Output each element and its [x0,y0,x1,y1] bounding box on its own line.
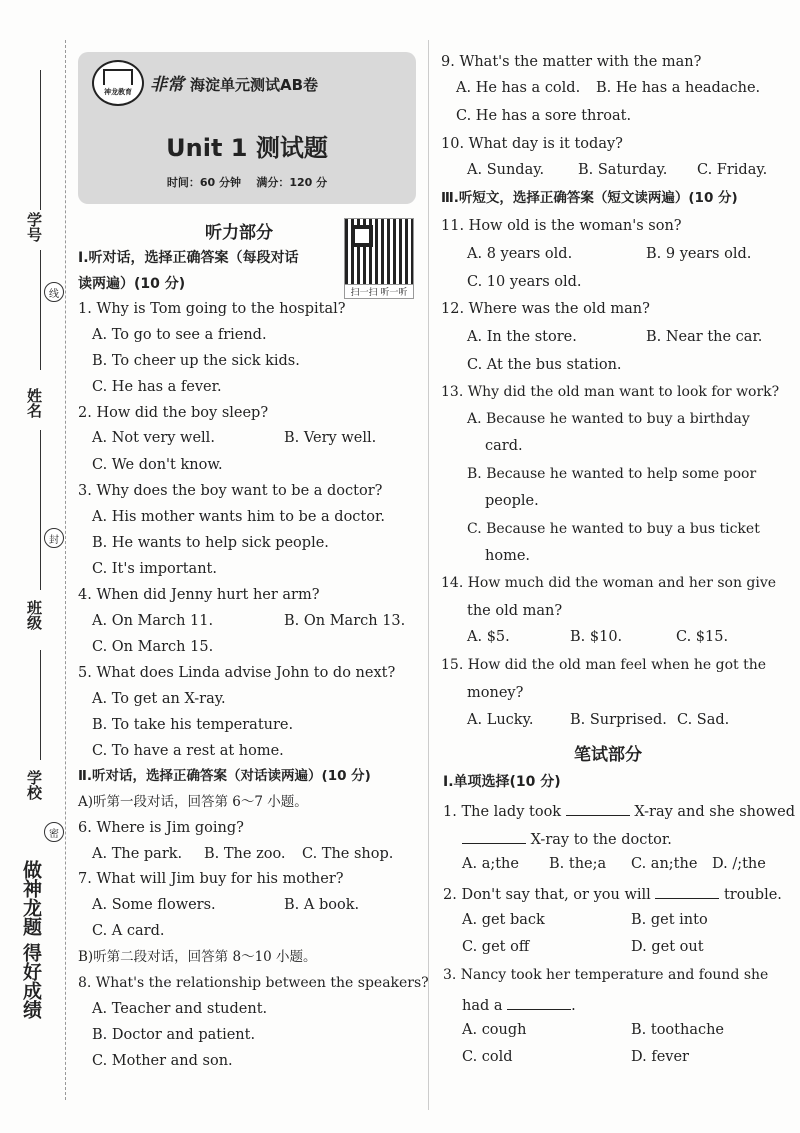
w2-option-d: D. get out [631,939,704,955]
w1-text-start: 1. The lady took [443,804,562,820]
q4-option-c: C. On March 15. [92,639,214,655]
listening-section-title: 听力部分 [205,223,273,243]
part2a-instruction: A)听第一段对话，回答第 6～7 小题。 [78,794,308,810]
q12-option-b: B. Near the car. [646,329,763,345]
question-10: 10. What day is it today? [441,136,623,152]
q15-option-c: C. Sad. [677,712,730,728]
q11-option-a: A. 8 years old. [467,246,573,262]
name-line [40,250,41,370]
school-line [40,650,41,760]
q1-option-b: B. To cheer up the sick kids. [92,353,300,369]
mark-seal-circle: 封 [44,528,64,548]
q14-option-a: A. $5. [467,629,510,645]
question-7: 7. What will Jim buy for his mother? [78,871,344,887]
w2-option-b: B. get into [631,912,708,928]
brand-name: 海淀单元测试AB卷 [190,76,319,94]
q13-option-a: A. Because he wanted to buy a birthday [467,411,750,427]
mark-line-circle: 线 [44,282,64,302]
q3-option-a: A. His mother wants him to be a doctor. [92,509,385,525]
brand-logo [92,60,144,106]
w1-option-c: C. an;the [631,856,698,872]
logo-text: 神龙教育 [104,88,132,96]
w3-option-a: A. cough [462,1022,527,1038]
written-question-2 [443,884,782,904]
w2-option-c: C. get off [462,939,530,955]
student-id-label: 学号 [25,212,43,242]
w2-text-end: trouble. [723,887,782,903]
w1-text-mid: X-ray and she showed [634,804,796,820]
logo-gate-icon [103,69,133,85]
fold-line [65,40,66,1100]
q13-option-b-cont: people. [485,493,539,509]
w3-option-c: C. cold [462,1049,513,1065]
q4-option-b: B. On March 13. [284,613,406,629]
qr-code-icon[interactable] [344,218,414,288]
written-question-3-cont [462,995,576,1015]
q2-option-b: B. Very well. [284,430,377,446]
question-15: 15. How did the old man feel when he got the [441,657,767,673]
class-label: 班级 [25,600,43,630]
w2-option-a: A. get back [462,912,545,928]
q6-option-c: C. The shop. [302,846,394,862]
q13-option-c: C. Because he wanted to buy a bus ticket [467,521,760,537]
q2-option-a: A. Not very well. [92,430,215,446]
w3-blank[interactable] [507,995,571,1010]
written-question-3: 3. Nancy took her temperature and found she [443,967,769,983]
exam-score: 满分：120 分 [256,176,328,189]
q5-option-b: B. To take his temperature. [92,717,294,733]
school-label: 学校 [25,770,43,800]
q9-option-b: B. He has a headache. [596,80,761,96]
q12-option-c: C. At the bus station. [467,357,622,373]
w3-option-d: D. fever [631,1049,689,1065]
question-6: 6. Where is Jim going? [78,820,244,836]
w1-blank-2[interactable] [462,829,526,844]
q7-option-a: A. Some flowers. [92,897,216,913]
q13-option-b: B. Because he wanted to help some poor [467,466,757,482]
question-2: 2. How did the boy sleep? [78,405,269,421]
question-14: 14. How much did the woman and her son give [441,575,777,591]
part3-heading: Ⅲ.听短文，选择正确答案（短文读两遍）(10 分) [441,190,738,206]
column-divider [428,40,429,1110]
question-14-cont: the old man? [467,603,563,619]
q12-option-a: A. In the store. [467,329,577,345]
question-15-cont: money? [467,685,524,701]
question-13: 13. Why did the old man want to look for work? [441,384,780,400]
q13-option-a-cont: card. [485,438,523,454]
q11-option-c: C. 10 years old. [467,274,582,290]
w3-text-end: . [571,998,576,1014]
q8-option-a: A. Teacher and student. [92,1001,268,1017]
mark-secret-circle: 密 [44,822,64,842]
part2b-instruction: B)听第二段对话，回答第 8～10 小题。 [78,949,317,965]
part1-heading-cont: 读两遍）(10 分) [78,276,186,292]
brand-title [150,70,318,95]
q14-option-b: B. $10. [570,629,623,645]
q4-option-a: A. On March 11. [92,613,214,629]
q5-option-a: A. To get an X-ray. [92,691,226,707]
w1-option-a: A. a;the [462,856,519,872]
name-label: 姓名 [25,388,43,418]
part2-heading: Ⅱ.听对话，选择正确答案（对话读两遍）(10 分) [78,768,371,784]
q7-option-b: B. A book. [284,897,360,913]
brand-script: 非常 [150,75,184,95]
q15-option-a: A. Lucky. [467,712,534,728]
q1-option-c: C. He has a fever. [92,379,222,395]
q10-option-a: A. Sunday. [467,162,545,178]
q6-option-a: A. The park. [92,846,183,862]
written-question-1 [443,801,795,821]
q11-option-b: B. 9 years old. [646,246,752,262]
q8-option-b: B. Doctor and patient. [92,1027,256,1043]
exam-time: 时间：60 分钟 [166,176,241,189]
w3-option-b: B. toothache [631,1022,725,1038]
written-part1-heading: Ⅰ.单项选择(10 分) [443,774,561,790]
q3-option-b: B. He wants to help sick people. [92,535,329,551]
student-id-line [40,70,41,210]
q9-option-c: C. He has a sore throat. [456,108,632,124]
q2-option-c: C. We don't know. [92,457,223,473]
question-1: 1. Why is Tom going to the hospital? [78,301,346,317]
exam-meta [78,174,416,190]
q1-option-a: A. To go to see a friend. [92,327,267,343]
q13-option-c-cont: home. [485,548,531,564]
class-line [40,430,41,590]
q8-option-c: C. Mother and son. [92,1053,233,1069]
question-4: 4. When did Jenny hurt her arm? [78,587,320,603]
w1-blank-1[interactable] [566,801,630,816]
slogan: 做神龙题 得好成绩 [20,860,42,1019]
page-title: Unit 1 测试题 [166,134,328,162]
q9-option-a: A. He has a cold. [456,80,581,96]
q6-option-b: B. The zoo. [204,846,286,862]
question-9: 9. What's the matter with the man? [441,54,702,70]
binding-margin [0,0,70,1133]
q7-option-c: C. A card. [92,923,165,939]
q3-option-c: C. It's important. [92,561,217,577]
question-5: 5. What does Linda advise John to do next? [78,665,396,681]
q10-option-c: C. Friday. [697,162,768,178]
w2-text-start: 2. Don't say that, or you will [443,887,651,903]
w1-text-end: X-ray to the doctor. [530,832,672,848]
w1-option-d: D. /;the [712,856,766,872]
qr-caption: 扫一扫 听一听 [344,284,414,299]
q10-option-b: B. Saturday. [578,162,668,178]
q14-option-c: C. $15. [676,629,729,645]
written-section-title: 笔试部分 [574,745,642,765]
w1-option-b: B. the;a [549,856,607,872]
q5-option-c: C. To have a rest at home. [92,743,284,759]
question-3: 3. Why does the boy want to be a doctor? [78,483,383,499]
w2-blank[interactable] [655,884,719,899]
w3-text-start: had a [462,998,503,1014]
question-11: 11. How old is the woman's son? [441,218,682,234]
question-12: 12. Where was the old man? [441,301,650,317]
written-question-1-cont [462,829,672,849]
part1-heading: Ⅰ.听对话，选择正确答案（每段对话 [78,250,299,266]
q15-option-b: B. Surprised. [570,712,667,728]
question-8: 8. What's the relationship between the speakers? [78,975,429,991]
